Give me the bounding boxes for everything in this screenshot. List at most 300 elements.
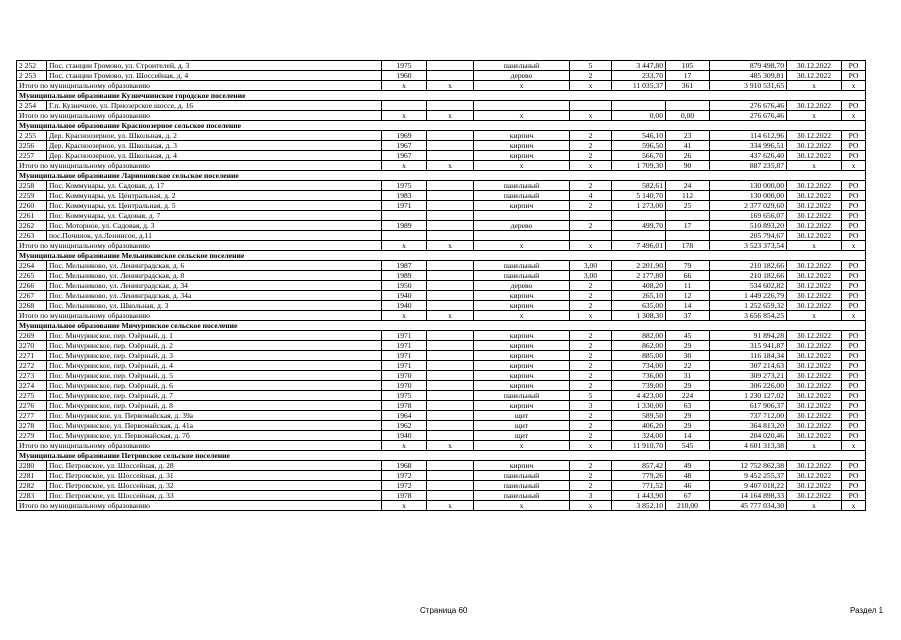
- table-cell: 2282: [17, 481, 47, 491]
- table-cell: [570, 231, 612, 241]
- total-cell: x: [842, 241, 866, 251]
- table-cell: 30.12.2022: [787, 61, 842, 71]
- total-cell: x: [427, 111, 474, 121]
- table-cell: 233,70: [612, 71, 666, 81]
- section-header-row: [17, 251, 866, 261]
- total-cell: x: [382, 441, 427, 451]
- table-cell: 29: [666, 421, 710, 431]
- table-cell: Пос. Петровское, ул. Шоссейная, д. 28: [47, 461, 382, 471]
- table-cell: 9 407 018,22: [710, 481, 787, 491]
- table-cell: 3 447,80: [612, 61, 666, 71]
- table-cell: 17: [666, 221, 710, 231]
- table-cell: 2273: [17, 371, 47, 381]
- table-cell: 2278: [17, 421, 47, 431]
- section-title: Муниципальное образование Кузнечнинское городское поселение: [17, 91, 866, 101]
- table-cell: 779,26: [612, 471, 666, 481]
- table-cell: 2262: [17, 221, 47, 231]
- table-cell: 1960: [382, 71, 427, 81]
- table-cell: 14 164 898,33: [710, 491, 787, 501]
- section-title: Муниципальное образование Мичуринское сельское поселение: [17, 321, 866, 331]
- total-cell: x: [427, 441, 474, 451]
- table-cell: 437 626,40: [710, 151, 787, 161]
- table-cell: 22: [666, 361, 710, 371]
- table-cell: 45: [666, 331, 710, 341]
- table-cell: 2: [570, 351, 612, 361]
- table-cell: кирпич: [474, 201, 570, 211]
- table-cell: [666, 101, 710, 111]
- table-cell: 2260: [17, 201, 47, 211]
- table-cell: щит: [474, 411, 570, 421]
- table-cell: 11: [666, 281, 710, 291]
- total-cell: x: [787, 501, 842, 511]
- section-title: Муниципальное образование Мельниковское сельское поселение: [17, 251, 866, 261]
- table-cell: 2265: [17, 271, 47, 281]
- table-cell: 2281: [17, 471, 47, 481]
- total-cell: x: [570, 441, 612, 451]
- table-row: [17, 461, 866, 471]
- table-cell: Пос. Мичуринское, ул. Первомайская, д. 7б: [47, 431, 382, 441]
- table-cell: 30.12.2022: [787, 421, 842, 431]
- table-cell: кирпич: [474, 331, 570, 341]
- table-cell: 2 201,90: [612, 261, 666, 271]
- table-cell: [427, 71, 474, 81]
- table-cell: 2: [570, 281, 612, 291]
- table-cell: 17: [666, 71, 710, 81]
- table-row: [17, 191, 866, 201]
- table-cell: 2277: [17, 411, 47, 421]
- total-label: Итого по муниципальному образованию: [17, 81, 382, 91]
- table-cell: 30.12.2022: [787, 491, 842, 501]
- total-cell: x: [474, 501, 570, 511]
- total-cell: 210,00: [666, 501, 710, 511]
- table-cell: 617 906,37: [710, 401, 787, 411]
- section-title: Муниципальное образование Ларионовское сельское поселение: [17, 171, 866, 181]
- table-cell: РО: [842, 61, 866, 71]
- total-cell: 3 656 854,25: [710, 311, 787, 321]
- table-cell: 315 941,87: [710, 341, 787, 351]
- table-cell: [612, 101, 666, 111]
- table-cell: Пос. Мичуринское, пер. Озёрный, д. 4: [47, 361, 382, 371]
- total-cell: x: [570, 81, 612, 91]
- total-label: Итого по муниципальному образованию: [17, 161, 382, 171]
- table-cell: 30.12.2022: [787, 71, 842, 81]
- table-cell: [474, 231, 570, 241]
- table-cell: Дер. Красноозерное, ул. Школьная, д. 2: [47, 131, 382, 141]
- table-cell: 1 273,00: [612, 201, 666, 211]
- section-header-row: [17, 171, 866, 181]
- total-label: Итого по муниципальному образованию: [17, 111, 382, 121]
- table-cell: 1975: [382, 181, 427, 191]
- total-cell: x: [842, 81, 866, 91]
- table-cell: [427, 481, 474, 491]
- table-cell: [427, 491, 474, 501]
- table-cell: 2: [570, 471, 612, 481]
- table-cell: 30.12.2022: [787, 181, 842, 191]
- table-row: [17, 261, 866, 271]
- table-cell: 1940: [382, 301, 427, 311]
- table-cell: [382, 231, 427, 241]
- table-cell: 2275: [17, 391, 47, 401]
- table-cell: 130 000,00: [710, 191, 787, 201]
- table-cell: [427, 331, 474, 341]
- table-cell: кирпич: [474, 341, 570, 351]
- table-cell: РО: [842, 481, 866, 491]
- table-cell: РО: [842, 181, 866, 191]
- total-cell: 1 709,30: [612, 161, 666, 171]
- table-cell: 885,00: [612, 351, 666, 361]
- table-cell: 30.12.2022: [787, 271, 842, 281]
- table-cell: Пос. Коммунары, ул. Центральная, д. 5: [47, 201, 382, 211]
- table-cell: 4: [570, 191, 612, 201]
- table-cell: 2: [570, 71, 612, 81]
- table-row: [17, 291, 866, 301]
- section-header-row: [17, 91, 866, 101]
- table-cell: панельный: [474, 481, 570, 491]
- table-cell: 30.12.2022: [787, 361, 842, 371]
- table-cell: 29: [666, 381, 710, 391]
- table-row: [17, 221, 866, 231]
- table-cell: 485 309,81: [710, 71, 787, 81]
- table-cell: 406,20: [612, 421, 666, 431]
- table-cell: РО: [842, 301, 866, 311]
- table-cell: [570, 101, 612, 111]
- table-cell: 105: [666, 61, 710, 71]
- table-cell: 265,10: [612, 291, 666, 301]
- table-cell: Пос. Петровское, ул. Шоссейная, д. 33: [47, 491, 382, 501]
- total-cell: x: [427, 81, 474, 91]
- total-cell: 0,00: [612, 111, 666, 121]
- table-row: [17, 491, 866, 501]
- table-cell: 30.12.2022: [787, 401, 842, 411]
- table-cell: 31: [666, 371, 710, 381]
- table-cell: [612, 231, 666, 241]
- table-cell: 739,00: [612, 381, 666, 391]
- table-cell: 30.12.2022: [787, 231, 842, 241]
- table-cell: панельный: [474, 471, 570, 481]
- table-cell: панельный: [474, 61, 570, 71]
- table-row: [17, 211, 866, 221]
- table-cell: 2 377 029,60: [710, 201, 787, 211]
- table-cell: 307 214,63: [710, 361, 787, 371]
- total-cell: 90: [666, 161, 710, 171]
- table-cell: 2271: [17, 351, 47, 361]
- table-cell: 589,50: [612, 411, 666, 421]
- table-cell: 2: [570, 381, 612, 391]
- table-cell: 857,42: [612, 461, 666, 471]
- table-row: [17, 391, 866, 401]
- table-cell: 306 226,00: [710, 381, 787, 391]
- total-cell: 45 777 034,30: [710, 501, 787, 511]
- table-cell: Пос. Коммунары, ул. Садовая, д. 7: [47, 211, 382, 221]
- table-cell: 5: [570, 391, 612, 401]
- table-cell: 204 020,46: [710, 431, 787, 441]
- table-cell: [427, 381, 474, 391]
- table-cell: 48: [666, 471, 710, 481]
- table-cell: 14: [666, 301, 710, 311]
- table-cell: 2272: [17, 361, 47, 371]
- table-cell: 1967: [382, 141, 427, 151]
- table-row: [17, 331, 866, 341]
- table-cell: РО: [842, 411, 866, 421]
- total-cell: x: [474, 241, 570, 251]
- table-cell: 79: [666, 261, 710, 271]
- table-cell: Г.п. Кузнечное, ул. Приозерское шоссе, д. 16: [47, 101, 382, 111]
- table-cell: 3: [570, 491, 612, 501]
- table-cell: [427, 411, 474, 421]
- table-cell: 30: [666, 351, 710, 361]
- table-cell: 2280: [17, 461, 47, 471]
- table-cell: 5: [570, 61, 612, 71]
- table-cell: Пос. Мельниково, ул. Школьная, д. 3: [47, 301, 382, 311]
- table-cell: [427, 191, 474, 201]
- table-cell: 1971: [382, 351, 427, 361]
- section-label: Раздел 1: [850, 606, 884, 615]
- total-cell: x: [382, 311, 427, 321]
- table-cell: 30.12.2022: [787, 471, 842, 481]
- table-cell: 14: [666, 431, 710, 441]
- table-cell: Пос. Мичуринское, пер. Озёрный, д. 5: [47, 371, 382, 381]
- table-cell: РО: [842, 391, 866, 401]
- table-cell: 546,10: [612, 131, 666, 141]
- table-cell: 582,61: [612, 181, 666, 191]
- table-cell: РО: [842, 371, 866, 381]
- total-row: [17, 311, 866, 321]
- table-cell: 499,70: [612, 221, 666, 231]
- total-cell: x: [382, 501, 427, 511]
- total-cell: x: [570, 311, 612, 321]
- table-cell: пос.Починок, ул.Ленинсое, д.11: [47, 231, 382, 241]
- table-cell: [427, 231, 474, 241]
- table-cell: 30.12.2022: [787, 331, 842, 341]
- table-cell: Пос. Мичуринское, пер. Озёрный, д. 2: [47, 341, 382, 351]
- table-cell: Пос. Коммунары, ул. Садовая, д. 17: [47, 181, 382, 191]
- total-cell: 545: [666, 441, 710, 451]
- table-cell: 2 252: [17, 61, 47, 71]
- table-cell: Пос. станции Громово, ул. Строителей, д. 3: [47, 61, 382, 71]
- table-cell: панельный: [474, 271, 570, 281]
- table-cell: [427, 431, 474, 441]
- table-cell: Пос. Мичуринское, пер. Озёрный, д. 8: [47, 401, 382, 411]
- table-row: [17, 131, 866, 141]
- table-cell: 1972: [382, 471, 427, 481]
- table-cell: 2: [570, 461, 612, 471]
- table-cell: 2: [570, 431, 612, 441]
- table-cell: 2259: [17, 191, 47, 201]
- table-cell: РО: [842, 151, 866, 161]
- table-cell: 30.12.2022: [787, 281, 842, 291]
- table-row: [17, 181, 866, 191]
- table-cell: 91 894,28: [710, 331, 787, 341]
- table-cell: 879 498,70: [710, 61, 787, 71]
- table-cell: 1983: [382, 191, 427, 201]
- table-cell: 2: [570, 221, 612, 231]
- table-cell: [612, 211, 666, 221]
- table-cell: 1970: [382, 381, 427, 391]
- table-row: [17, 301, 866, 311]
- table-cell: 1940: [382, 291, 427, 301]
- total-cell: 3 852,10: [612, 501, 666, 511]
- table-cell: Пос. станции Громово, ул. Шоссейная, д. 4: [47, 71, 382, 81]
- table-cell: 2283: [17, 491, 47, 501]
- table-cell: Пос. Петровское, ул. Шоссейная, д. 31: [47, 471, 382, 481]
- table-row: [17, 351, 866, 361]
- table-cell: кирпич: [474, 301, 570, 311]
- table-row: [17, 151, 866, 161]
- table-cell: РО: [842, 261, 866, 271]
- table-row: [17, 481, 866, 491]
- table-cell: 30.12.2022: [787, 191, 842, 201]
- table-cell: 66: [666, 271, 710, 281]
- total-cell: x: [842, 111, 866, 121]
- total-label: Итого по муниципальному образованию: [17, 441, 382, 451]
- table-cell: [427, 421, 474, 431]
- table-cell: [427, 271, 474, 281]
- table-cell: РО: [842, 471, 866, 481]
- table-cell: РО: [842, 401, 866, 411]
- section-header-row: [17, 321, 866, 331]
- total-cell: x: [474, 161, 570, 171]
- table-cell: 30.12.2022: [787, 221, 842, 231]
- table-cell: 30.12.2022: [787, 481, 842, 491]
- total-cell: x: [474, 111, 570, 121]
- table-cell: щит: [474, 431, 570, 441]
- table-cell: 49: [666, 461, 710, 471]
- table-cell: 2267: [17, 291, 47, 301]
- table-row: [17, 281, 866, 291]
- table-cell: 1 230 127,02: [710, 391, 787, 401]
- table-cell: [666, 211, 710, 221]
- table-cell: 23: [666, 131, 710, 141]
- table-cell: 30.12.2022: [787, 261, 842, 271]
- table-cell: 1967: [382, 151, 427, 161]
- table-cell: 1978: [382, 401, 427, 411]
- table-cell: 1 443,90: [612, 491, 666, 501]
- table-cell: 309 273,21: [710, 371, 787, 381]
- table-cell: кирпич: [474, 291, 570, 301]
- table-cell: [427, 281, 474, 291]
- table-cell: 276 676,46: [710, 101, 787, 111]
- total-row: [17, 241, 866, 251]
- total-cell: x: [842, 441, 866, 451]
- total-cell: x: [842, 311, 866, 321]
- table-row: [17, 271, 866, 281]
- table-cell: 30.12.2022: [787, 411, 842, 421]
- table-cell: 2 253: [17, 71, 47, 81]
- total-cell: x: [427, 161, 474, 171]
- table-cell: 1 449 226,79: [710, 291, 787, 301]
- total-cell: 887 235,87: [710, 161, 787, 171]
- table-cell: 534 602,82: [710, 281, 787, 291]
- table-cell: Дер. Красноозерное, ул. Школьная, д. 3: [47, 141, 382, 151]
- table-cell: РО: [842, 211, 866, 221]
- table-cell: 1 330,00: [612, 401, 666, 411]
- table-cell: РО: [842, 191, 866, 201]
- table-cell: 30.12.2022: [787, 371, 842, 381]
- table-row: [17, 381, 866, 391]
- table-row: [17, 61, 866, 71]
- table-cell: [427, 391, 474, 401]
- table-cell: 2274: [17, 381, 47, 391]
- table-cell: Пос. Мельниково, ул. Ленинградская, д. 8: [47, 271, 382, 281]
- table-cell: [427, 151, 474, 161]
- total-cell: 11 910,70: [612, 441, 666, 451]
- table-cell: Пос. Петровское, ул. Шоссейная, д. 32: [47, 481, 382, 491]
- table-cell: 2: [570, 371, 612, 381]
- table-cell: РО: [842, 491, 866, 501]
- housing-table: [16, 60, 866, 511]
- total-cell: x: [382, 161, 427, 171]
- table-cell: 334 996,51: [710, 141, 787, 151]
- table-cell: дерево: [474, 71, 570, 81]
- table-row: [17, 101, 866, 111]
- total-cell: x: [474, 311, 570, 321]
- table-cell: 596,50: [612, 141, 666, 151]
- total-cell: x: [474, 441, 570, 451]
- table-cell: 510 893,20: [710, 221, 787, 231]
- table-cell: кирпич: [474, 461, 570, 471]
- table-cell: РО: [842, 131, 866, 141]
- section-header-row: [17, 451, 866, 461]
- table-cell: РО: [842, 331, 866, 341]
- table-cell: [427, 101, 474, 111]
- table-cell: 4 423,00: [612, 391, 666, 401]
- table-cell: 30.12.2022: [787, 391, 842, 401]
- table-row: [17, 471, 866, 481]
- table-cell: 25: [666, 201, 710, 211]
- table-row: [17, 371, 866, 381]
- table-cell: 1975: [382, 61, 427, 71]
- table-cell: 1971: [382, 331, 427, 341]
- table-cell: РО: [842, 351, 866, 361]
- table-cell: [427, 401, 474, 411]
- table-cell: [427, 351, 474, 361]
- table-cell: 2261: [17, 211, 47, 221]
- total-cell: x: [382, 241, 427, 251]
- table-cell: Пос. Мельниково, ул. Ленинградская, д. 34а: [47, 291, 382, 301]
- table-cell: 635,00: [612, 301, 666, 311]
- table-cell: Пос. Моторное, ул. Садовая, д. 3: [47, 221, 382, 231]
- table-cell: 1989: [382, 221, 427, 231]
- section-header-row: [17, 121, 866, 131]
- table-cell: кирпич: [474, 371, 570, 381]
- table-cell: 2256: [17, 141, 47, 151]
- total-cell: 361: [666, 81, 710, 91]
- table-cell: РО: [842, 431, 866, 441]
- total-cell: 3 523 373,54: [710, 241, 787, 251]
- table-cell: 2: [570, 411, 612, 421]
- total-cell: x: [382, 111, 427, 121]
- table-cell: 2 255: [17, 131, 47, 141]
- table-cell: [382, 101, 427, 111]
- table-cell: кирпич: [474, 131, 570, 141]
- table-cell: 67: [666, 491, 710, 501]
- table-cell: РО: [842, 421, 866, 431]
- table-cell: 1970: [382, 371, 427, 381]
- table-cell: 1975: [382, 391, 427, 401]
- table-cell: 364 813,20: [710, 421, 787, 431]
- table-cell: 2: [570, 301, 612, 311]
- table-cell: 862,00: [612, 341, 666, 351]
- total-cell: x: [570, 111, 612, 121]
- total-label: Итого по муниципальному образованию: [17, 311, 382, 321]
- table-cell: панельный: [474, 391, 570, 401]
- total-cell: x: [570, 241, 612, 251]
- table-cell: [427, 371, 474, 381]
- table-cell: 26: [666, 151, 710, 161]
- total-cell: x: [427, 501, 474, 511]
- table-cell: 1962: [382, 421, 427, 431]
- total-cell: x: [787, 441, 842, 451]
